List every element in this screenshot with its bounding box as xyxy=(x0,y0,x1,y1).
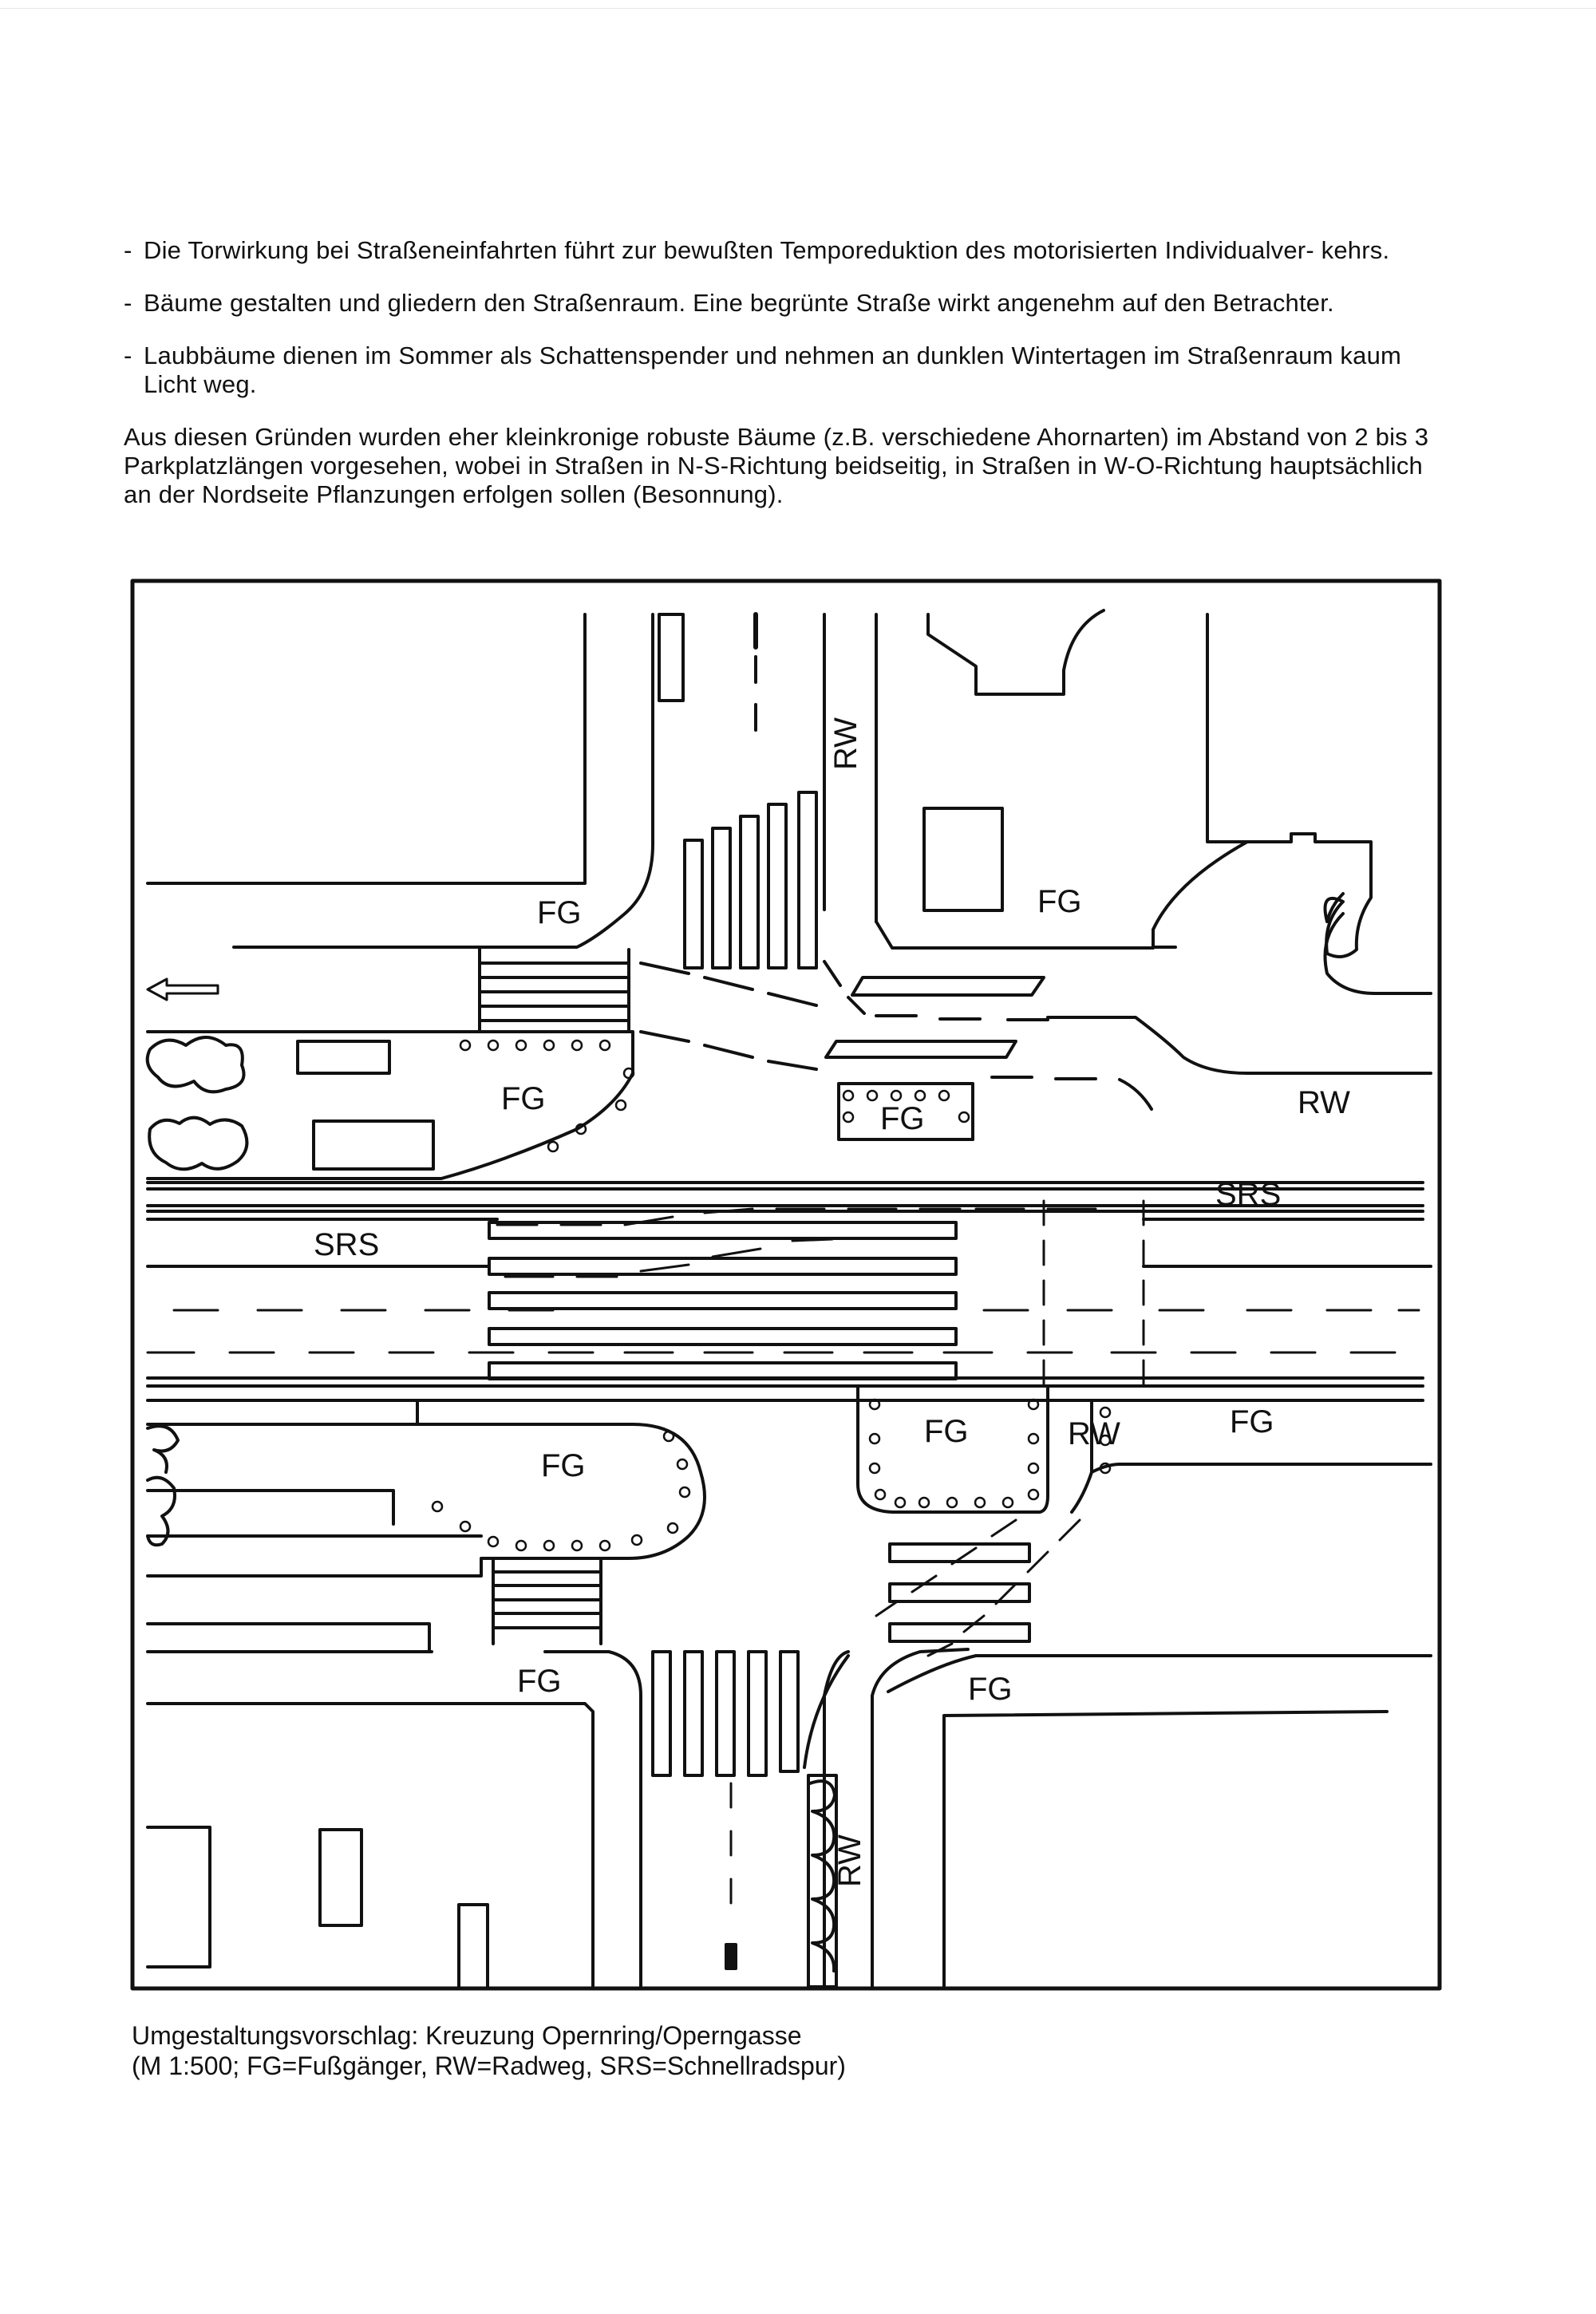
caption-line-2: (M 1:500; FG=Fußgänger, RW=Radweg, SRS=Schnellradspur) xyxy=(132,2051,846,2080)
sw-small-building xyxy=(459,1905,488,1987)
body-text xyxy=(124,236,1440,509)
fg-label-north-island-west: FG xyxy=(501,1081,546,1116)
bullet-text: Laubbäume dienen im Sommer als Schattenspender und nehmen an dunklen Wintertagen im Straßenraum kaum Licht weg. xyxy=(144,342,1402,398)
bullet-item xyxy=(124,289,1440,318)
north-median-island xyxy=(659,614,683,701)
ne-road-edge xyxy=(1048,1017,1431,1073)
tree-icon xyxy=(149,1118,247,1170)
bullet-text: Die Torwirkung bei Straßeneinfahrten führt zur bewußten Temporeduktion des motorisierten Individualver- kehrs. xyxy=(144,236,1390,264)
bullet-dash: - xyxy=(124,236,132,264)
intersection-plan-drawing xyxy=(130,578,1443,1991)
bullet-item xyxy=(124,236,1440,265)
nw-parking-bay xyxy=(298,1041,389,1073)
fg-label-east: FG xyxy=(1230,1404,1274,1439)
sw-building xyxy=(148,1704,593,1987)
se-building xyxy=(944,1712,1387,1987)
ne-building-top xyxy=(928,610,1104,694)
ne-lane-dash xyxy=(876,1016,1048,1020)
bullet-item xyxy=(124,342,1440,399)
south-lane-arrow xyxy=(726,1945,736,1968)
south-crosswalk-bar xyxy=(780,1652,798,1771)
plan-frame xyxy=(132,581,1440,1988)
tree-icon xyxy=(148,1426,178,1472)
central-crosswalk-bar xyxy=(489,1258,956,1274)
south-rw-curve xyxy=(804,1656,848,1767)
se-pedestrian-island xyxy=(858,1386,1048,1512)
sw-small-building xyxy=(320,1830,361,1925)
north-street-west-edge xyxy=(234,614,653,947)
rw-label-east: RW xyxy=(1298,1085,1350,1120)
south-crosswalk-bar xyxy=(749,1652,766,1775)
srs-label-east: SRS xyxy=(1215,1177,1282,1212)
ne-crosswalk-stripe xyxy=(826,1041,1016,1057)
north-crosswalk-bar xyxy=(799,792,816,968)
north-crosswalk-bar xyxy=(741,816,758,968)
sw-block-edge xyxy=(148,1624,432,1652)
fg-label-central-north: FG xyxy=(880,1101,925,1136)
bullet-text: Bäume gestalten und gliedern den Straßenraum. Eine begrünte Straße wirkt angenehm auf den Betrachter. xyxy=(144,289,1334,317)
nw-building xyxy=(148,614,585,883)
rw-label-south: RW xyxy=(832,1834,867,1887)
ne-block-edge xyxy=(876,922,1153,948)
north-crosswalk-bar xyxy=(685,840,702,968)
central-crosswalk-bar xyxy=(489,1222,956,1238)
rw-label-south-east: RW xyxy=(1068,1416,1120,1451)
north-cycle-dash xyxy=(641,1032,816,1069)
ne-kiosk xyxy=(924,808,1002,910)
tree-icon xyxy=(810,1781,835,1971)
fg-label-south-west: FG xyxy=(517,1664,562,1699)
scan-edge-line xyxy=(0,8,1596,9)
se-crosswalk-bar xyxy=(890,1624,1029,1641)
bullet-dash: - xyxy=(124,342,132,369)
ne-crosswalk-stripe xyxy=(852,977,1044,995)
ne-building-outline xyxy=(1153,614,1371,957)
south-crosswalk-bar xyxy=(717,1652,734,1775)
sw-pedestrian-island xyxy=(148,1400,705,1576)
figure-caption xyxy=(132,2020,1448,2081)
sw-crossing-box xyxy=(493,1558,601,1644)
fg-label-north-east: FG xyxy=(1037,884,1082,919)
west-lane-arrow xyxy=(148,979,218,1000)
north-crosswalk-bar xyxy=(713,828,730,968)
fg-label-south-east: FG xyxy=(968,1672,1013,1707)
nw-parking-bay xyxy=(314,1121,433,1169)
sw-parking-edge xyxy=(148,1491,481,1536)
se-cycle-dash xyxy=(928,1520,1080,1656)
west-crossing-box xyxy=(480,947,629,1032)
intersection-plan-figure xyxy=(130,578,1443,1991)
central-crosswalk-bar xyxy=(489,1293,956,1309)
sw-small-building xyxy=(148,1827,210,1967)
central-crosswalk-bar xyxy=(489,1329,956,1345)
summary-paragraph: Aus diesen Gründen wurden eher kleinkronige robuste Bäume (z.B. verschiedene Ahornarten) im Abstand von 2 bis 3 Parkplatzlängen vorgesehen, wobei in Straßen in N-S-Richtung beidseitig, in Straßen in W-O-Richtung hauptsächlich an der Nordseite Pflanzungen erfolgen sollen (Besonnung). xyxy=(124,423,1429,508)
caption-line-1: Umgestaltungsvorschlag: Kreuzung Opernring/Operngasse xyxy=(132,2021,802,2050)
fg-label-south-east-island: FG xyxy=(924,1414,969,1449)
rw-label-north: RW xyxy=(828,717,863,770)
bullet-dash: - xyxy=(124,289,132,317)
south-crosswalk-bar xyxy=(685,1652,702,1775)
north-crosswalk-bar xyxy=(768,804,786,968)
south-rw-edge xyxy=(872,1649,968,1987)
south-crosswalk-bar xyxy=(653,1652,670,1775)
fg-label-south-west-island: FG xyxy=(541,1448,586,1483)
srs-label-west: SRS xyxy=(314,1227,380,1262)
tree-icon xyxy=(148,1037,244,1092)
fg-label-north-west: FG xyxy=(537,895,582,930)
ne-corner-curve xyxy=(1325,914,1432,993)
ne-rw-dash xyxy=(992,1077,1152,1109)
